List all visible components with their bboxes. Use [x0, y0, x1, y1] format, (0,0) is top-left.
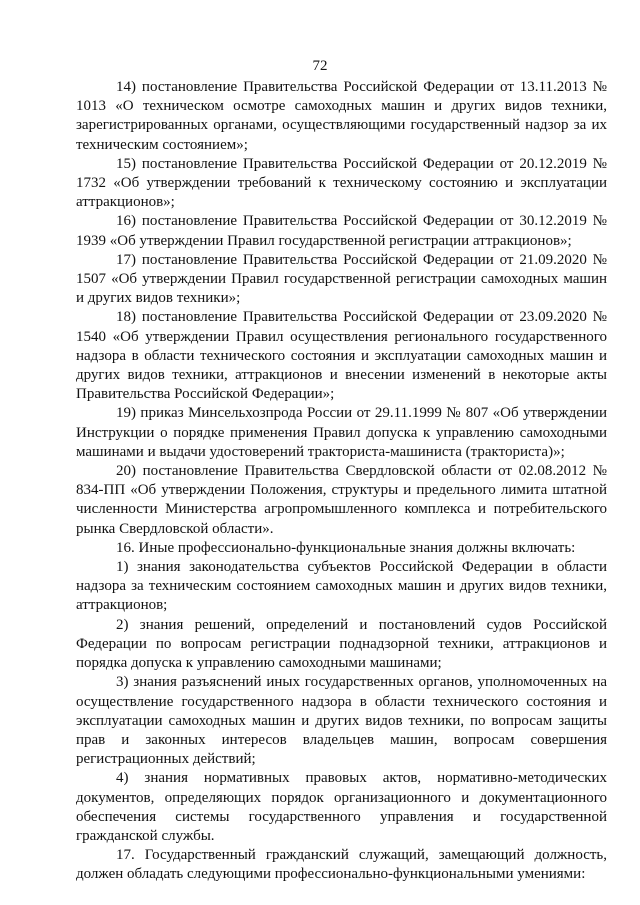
paragraph-item-18: 18) постановление Правительства Российской Федерации от 23.09.2020 № 1540 «Об утверждении Правил осуществления регионального государственного надзора в области технического состояния и эксплуатации самоходных машин и других видов техники, аттракционов и внесении изменений в некоторые акты Правительства Российской Федерации»;	[76, 309, 607, 403]
paragraph-item-19: 19) приказ Минсельхозпрода России от 29.11.1999 № 807 «Об утверждении Инструкции о порядке применения Правил допуска к управлению самоходными машинами и выдачи удостоверений тракториста-машиниста (тракториста)»;	[76, 405, 607, 460]
section-16-heading: 16. Иные профессионально-функциональные знания должны включать:	[116, 539, 576, 556]
knowledge-item-4: 4) знания нормативных правовых актов, нормативно-методических документов, определяющих порядок организационного и документационного обеспечения системы государственного управления и государственной гражданской службы.	[76, 770, 607, 844]
page-number: 72	[312, 58, 328, 74]
document-body	[76, 78, 607, 885]
paragraph-item-15: 15) постановление Правительства Российской Федерации от 20.12.2019 № 1732 «Об утверждении требований к техническому состоянию и эксплуатации аттракционов»;	[76, 155, 607, 211]
paragraph-item-14: 14) постановление Правительства Российской Федерации от 13.11.2013 № 1013 «О техническом осмотре самоходных машин и других видов техники, зарегистрированных органами, осуществляющими государственный надзор за их техническим состоянием»;	[76, 79, 607, 153]
knowledge-item-3: 3) знания разъяснений иных государственных органов, уполномоченных на осуществление государственного надзора в области технического состояния и эксплуатации самоходных машин и других видов техники, по вопросам защиты прав и законных интересов владельцев машин, вопросам совершения регистрационных действий;	[76, 674, 607, 768]
section-17-heading: 17. Государственный гражданский служащий, замещающий должность, должен обладать следующими профессионально-функциональными умениями:	[76, 847, 607, 883]
paragraph-item-20: 20) постановление Правительства Свердловской области от 02.08.2012 № 834-ПП «Об утверждении Положения, структуры и предельного лимита штатной численности Министерства агропромышленного комплекса и потребительского рынка Свердловской области».	[76, 463, 607, 537]
paragraph-item-16: 16) постановление Правительства Российской Федерации от 30.12.2019 № 1939 «Об утверждении Правил государственной регистрации аттракционов»;	[76, 213, 607, 249]
knowledge-item-1: 1) знания законодательства субъектов Российской Федерации в области надзора за техническим состоянием самоходных машин и других видов техники, аттракционов;	[76, 559, 607, 614]
paragraph-item-17: 17) постановление Правительства Российской Федерации от 21.09.2020 № 1507 «Об утверждении Правил государственной регистрации самоходных машин и других видов техники»;	[76, 251, 607, 307]
knowledge-item-2: 2) знания решений, определений и постановлений судов Российской Федерации по вопросам регистрации поднадзорной техники, аттракционов и порядка допуска к управлению самоходными машинами;	[76, 616, 607, 672]
